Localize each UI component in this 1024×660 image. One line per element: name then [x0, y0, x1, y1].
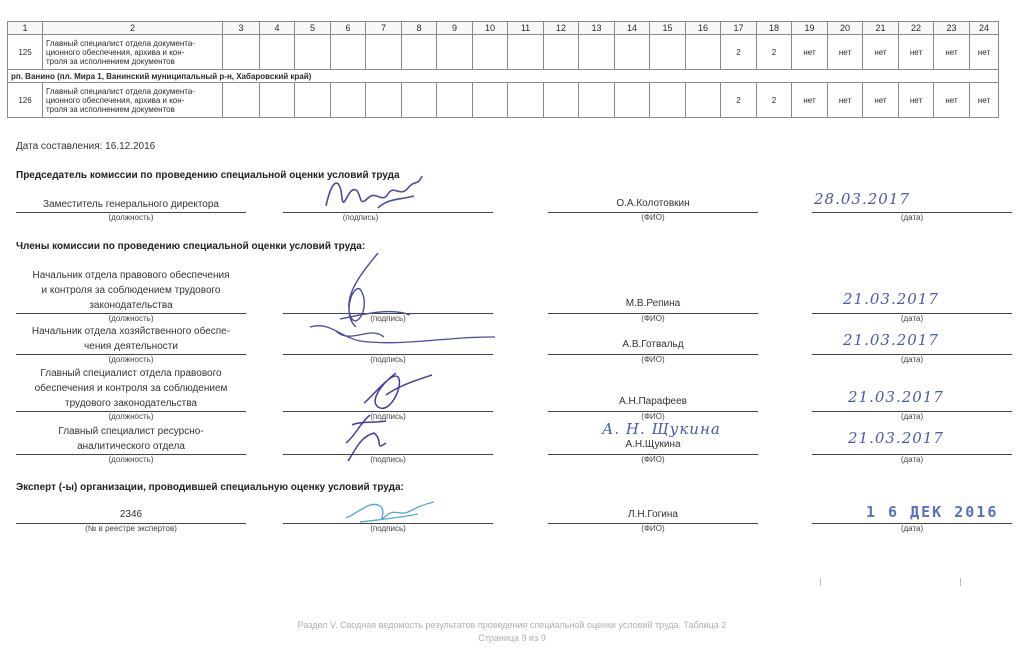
column-number: 22 [899, 22, 934, 35]
column-number: 8 [402, 22, 437, 35]
position-cell: Главный специалист отдела документа- ционного обеспечения, архива и кон- троля за исполнением документов [43, 35, 223, 70]
value-cell: нет [828, 83, 863, 118]
members-heading: Члены комиссии по проведению специальной оценки условий труда: [16, 241, 366, 252]
member-position: Начальник отдела хозяйственного обеспе- чения деятельности [31, 326, 231, 352]
signature-caption: (подпись) [370, 355, 406, 364]
column-number: 7 [366, 22, 402, 35]
subdivision-label: рп. Ванино (пл. Мира 1, Ванинский муниципальный р-н, Хабаровский край) [8, 70, 999, 83]
column-number: 13 [579, 22, 615, 35]
member-position: Начальник отдела правового обеспечения и контроля за соблюдением трудового законодательства [32, 270, 230, 311]
row-number: 126 [8, 83, 43, 118]
column-number: 10 [473, 22, 508, 35]
column-number: 9 [437, 22, 473, 35]
signature-caption: (подпись) [342, 213, 379, 222]
value-cell: нет [863, 83, 899, 118]
member-date-handwritten: 21.03.2017 [843, 290, 939, 308]
column-number: 4 [260, 22, 295, 35]
value-cell: нет [899, 83, 934, 118]
member-fio: М.В.Репина [625, 298, 681, 309]
column-number: 1 [8, 22, 43, 35]
fio-caption: (ФИО) [641, 355, 665, 364]
expert-heading: Эксперт (-ы) организации, проводившей специальную оценку условий труда: [16, 482, 404, 493]
signature-caption: (подпись) [370, 412, 406, 421]
member-fio: А.Н.Щукина [625, 439, 681, 450]
chair-date-handwritten: 28.03.2017 [814, 190, 910, 208]
fio-caption: (ФИО) [641, 524, 665, 533]
member-signatures [300, 245, 500, 470]
column-number: 6 [331, 22, 366, 35]
position-cell: Главный специалист отдела документа- ционного обеспечения, архива и кон- троля за исполнением документов [43, 83, 223, 118]
member-fio: А.В.Готвальд [622, 339, 684, 350]
subdivision-row [8, 70, 999, 83]
column-number: 12 [544, 22, 579, 35]
signature-caption: (подпись) [370, 524, 406, 533]
handwritten-name: А. Н. Щукина [602, 420, 721, 438]
date-caption: (дата) [900, 355, 924, 364]
chair-signature [318, 168, 428, 218]
column-number: 19 [792, 22, 828, 35]
page-number: Страница 9 из 9 [478, 633, 546, 643]
date-caption: (дата) [900, 412, 924, 421]
compilation-date: Дата составления: 16.12.2016 [16, 141, 156, 152]
member-date-handwritten: 21.03.2017 [848, 429, 944, 447]
fio-caption: (ФИО) [641, 412, 665, 421]
date-caption: (дата) [900, 455, 924, 464]
position-caption: (должность) [108, 412, 154, 421]
column-number: 14 [615, 22, 650, 35]
member-position: Главный специалист отдела правового обеспечения и контроля за соблюдением трудового законодательства [34, 368, 228, 409]
chair-heading: Председатель комиссии по проведению специальной оценки условий труда [16, 170, 400, 181]
column-number: 15 [650, 22, 686, 35]
date-caption: (дата) [900, 213, 924, 222]
value-cell: нет [792, 35, 828, 70]
column-number: 20 [828, 22, 863, 35]
expert-reg-no: 2346 [119, 509, 143, 520]
column-number: 24 [970, 22, 999, 35]
member-date-handwritten: 21.03.2017 [848, 388, 944, 406]
column-number: 23 [934, 22, 970, 35]
position-caption: (должность) [108, 213, 154, 222]
reg-caption: (№ в реестре экспертов) [85, 524, 177, 533]
value-cell: нет [970, 35, 999, 70]
column-number: 21 [863, 22, 899, 35]
column-number: 3 [223, 22, 260, 35]
expert-fio: Л.Н.Гогина [628, 509, 678, 520]
value-cell: нет [934, 83, 970, 118]
column-number: 17 [721, 22, 757, 35]
column-number-row [8, 22, 999, 35]
column-number: 16 [686, 22, 721, 35]
column-number: 2 [43, 22, 223, 35]
position-caption: (должность) [108, 314, 154, 323]
position-caption: (должность) [108, 355, 154, 364]
member-fio: А.Н.Парафеев [619, 396, 687, 407]
class-cell: 2 [757, 35, 792, 70]
member-position: Главный специалист ресурсно- аналитического отдела [58, 426, 204, 452]
column-number: 18 [757, 22, 792, 35]
chair-position: Заместитель генерального директора [42, 199, 219, 210]
column-number: 5 [295, 22, 331, 35]
fio-caption: (ФИО) [641, 455, 665, 464]
summary-table [7, 21, 999, 118]
value-cell: нет [934, 35, 970, 70]
signature-caption: (подпись) [370, 314, 406, 323]
date-caption: (дата) [900, 524, 924, 533]
footer-section: Раздел V. Сводная ведомость результатов проведения специальной оценки условий труда. Таблица 2 [297, 620, 727, 630]
class-cell: 2 [757, 83, 792, 118]
value-cell: нет [828, 35, 863, 70]
column-number: 11 [508, 22, 544, 35]
signature-caption: (подпись) [370, 455, 406, 464]
fio-caption: (ФИО) [641, 213, 665, 222]
table-row [8, 83, 999, 118]
date-stamp: 1 6 ДЕК 2016 [866, 503, 999, 521]
table-row [8, 35, 999, 70]
chair-fio: О.А.Колотовкин [616, 198, 690, 209]
fio-caption: (ФИО) [641, 314, 665, 323]
value-cell: нет [863, 35, 899, 70]
date-caption: (дата) [900, 314, 924, 323]
position-caption: (должность) [108, 455, 154, 464]
value-cell: нет [899, 35, 934, 70]
row-number: 125 [8, 35, 43, 70]
member-date-handwritten: 21.03.2017 [843, 331, 939, 349]
class-cell: 2 [721, 35, 757, 70]
class-cell: 2 [721, 83, 757, 118]
value-cell: нет [792, 83, 828, 118]
value-cell: нет [970, 83, 999, 118]
